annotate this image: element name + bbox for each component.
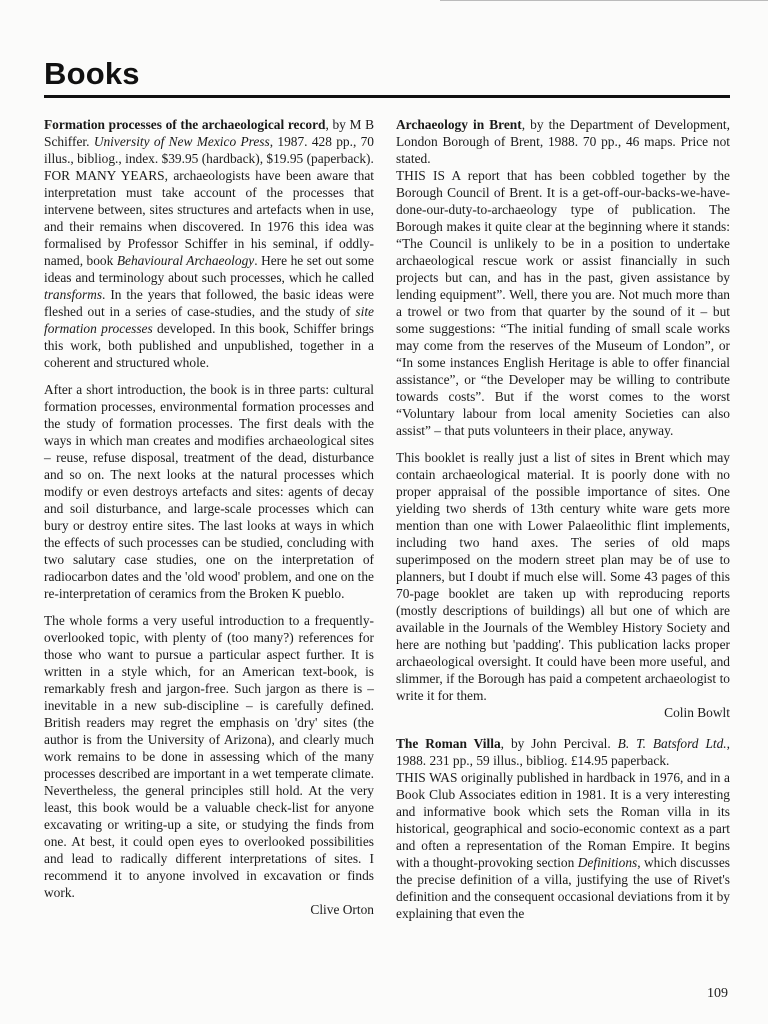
review-heading bbox=[396, 735, 730, 769]
review-formation-processes bbox=[44, 116, 374, 918]
review-paragraph bbox=[396, 769, 730, 922]
review-paragraph-final bbox=[44, 612, 374, 918]
review-heading bbox=[396, 116, 730, 167]
signature-line bbox=[396, 704, 730, 721]
review-byline: , by John Percival. bbox=[500, 736, 618, 751]
review-archaeology-in-brent bbox=[396, 116, 730, 721]
paragraph-text: This booklet is really just a list of sites in Brent which may contain archaeological material. It is poorly done with no proper appraisal of the possible importance of sites. One yielding two sherds of 13th century white ware gets more mention than one with Lower Palaeolithic flint implements, including two hand axes. The series of old maps superimposed on the modern street plan may be of use to planners, but I doubt if much else will. Some 43 pages of this 70-page booklet are taken up with reproducing reports (mostly descriptions of buildings) all but one of which are available in the Journals of the Wembley History Society and here are nothing but 'padding'. This publication lacks proper archaeological oversight. It could have been more useful, and slimmer, if the Borough has paid a competent archaeologist to write it for them. bbox=[396, 450, 730, 703]
page-edge-rule bbox=[440, 0, 768, 1]
right-column bbox=[396, 116, 730, 932]
term-site-formation: site formation processes bbox=[44, 304, 374, 336]
reviewer-name: Colin Bowlt bbox=[664, 705, 730, 720]
publication-details: , by the Department of Development, London Borough of Brent, 1988. 70 pp., 46 maps. Price not stated. bbox=[396, 117, 731, 166]
publisher: B. T. Batsford Ltd. bbox=[617, 736, 727, 751]
book-title: Archaeology in Brent bbox=[396, 117, 522, 132]
paragraph-text: The whole forms a very useful introduction to a frequently-overlooked topic, with plenty of (too many?) references for those who want to pursue a particular aspect further. It is written in a style which, for an American text-book, is remarkably fresh and jargon-free. Such jargon as there is – inevitable in a new sub-discipline – is carefully defined. British readers may regret the emphasis on 'dry' sites (the author is from the University of Arizona), and clearly much work remains to be done in assessing which of the many processes described are important in a wet temperate climate. Nevertheless, the general principles still hold. At the very least, this book would be a valuable check-list for anyone excavating or writing-up a site, or studying the finds from one. At best, it could open eyes to overlooked possibilities and lead to radically different interpretations of sites. I recommend it to anyone involved in excavation or finds work. bbox=[44, 613, 374, 900]
paragraph-text: FOR MANY YEARS, archaeologists have been aware that interpretation must take account of the processes that intervene between, sites structures and artefacts when in use, and their remains when discovered. In 1976 this idea was formalised by Professor Schiffer in his seminal, if oddly-named, book bbox=[44, 168, 374, 268]
review-byline: , by M B Schiffer. bbox=[44, 117, 374, 149]
review-paragraph: THIS IS A report that has been cobbled together by the Borough Council of Brent. It is a get-off-our-backs-we-have-done-our-duty-to-archaeology type of publication. The Borough makes it quite clear at the beginning where it stands: “The Council is unlikely to be in a position to undertake archaeological rescue work or assist financially in such projects but can, and has in the past, given assistance by lending equipment”. Well, there you are. Not much more than a trowel or two from that quarter by the sound of it – but some suggestions: “The initial funding of small scale works may come from the reserves of the Museum of London”, or “In some instances English Heritage is able to offer financial assistance”, or “the Developer may be willing to contribute towards costs”. But if the worst comes to the worst “Voluntary labour from local amenity Societies can also assist” – that puts volunteers in their place, anyway. bbox=[396, 168, 730, 438]
page-number: 109 bbox=[707, 986, 728, 1001]
review-paragraph-final bbox=[396, 449, 730, 721]
left-column bbox=[44, 116, 374, 928]
review-heading bbox=[44, 116, 374, 167]
book-title: Formation processes of the archaeological record bbox=[44, 117, 326, 132]
paragraph-text: developed. In this book, Schiffer brings this work, both published and unpublished, together in a coherent and structured whole. bbox=[44, 321, 374, 370]
reviewer-name: Clive Orton bbox=[310, 902, 374, 917]
term-transforms: transforms bbox=[44, 287, 103, 302]
cited-book-title: Behavioural Archaeology bbox=[116, 253, 255, 268]
paragraph-text: . In the years that followed, the basic ideas were fleshed out in a series of case-studies, and the study of bbox=[44, 287, 374, 319]
book-title: The Roman Villa bbox=[396, 736, 501, 751]
review-roman-villa bbox=[396, 735, 730, 922]
publisher: University of New Mexico Press bbox=[93, 134, 270, 149]
section-title: Books bbox=[44, 56, 140, 91]
signature-line bbox=[44, 901, 374, 918]
section-name-definitions: Definitions bbox=[577, 855, 638, 870]
review-paragraph bbox=[44, 167, 374, 371]
publication-details: , 1987. 428 pp., 70 illus., bibliog., index. $39.95 (hardback), $19.95 (paperback). bbox=[44, 134, 374, 166]
paragraph-text: . Here he set out some ideas and terminology about such processes, which he called bbox=[44, 253, 374, 285]
review-paragraph: After a short introduction, the book is in three parts: cultural formation processes, environmental formation processes and the study of formation processes. The first deals with the ways in which man creates and modifies archaeological sites – reuse, refuse disposal, treatment of the dead, disturbance and so on. The next looks at the natural processes which modify or even destroys artefacts and sites: agents of decay and soil disturbance, and large-scale processes which can bury or destroy entire sites. The last looks at ways in which the effects of such processes can be studied, concluding with two salutary case studies, one on the interpretation of radiocarbon dates and the 'old wood' problem, and one on the re-interpretation of ceramics from the Broken K pueblo. bbox=[44, 382, 374, 601]
paragraph-text: THIS WAS originally published in hardback in 1976, and in a Book Club Associates edition in 1981. It is a very interesting and informative book which sets the Roman villa in its historical, geographical and socio-economic context as a part and often a representation of the Roman Empire. It begins with a thought-provoking section bbox=[396, 770, 730, 870]
title-rule bbox=[44, 95, 730, 98]
paragraph-text: , which discusses the precise definition of a villa, justifying the use of Rivet's definition and the consequent occasional deviations from it by explaining that even the bbox=[396, 855, 730, 921]
publication-details: , 1988. 231 pp., 59 illus., bibliog. £14.95 paperback. bbox=[396, 736, 731, 768]
